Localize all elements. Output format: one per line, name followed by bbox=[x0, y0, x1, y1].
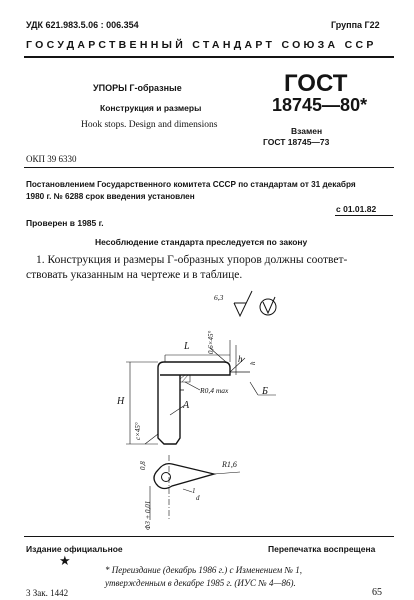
label-dim-d: d bbox=[196, 494, 200, 502]
label-h: h bbox=[238, 354, 243, 364]
label-H: H bbox=[117, 396, 125, 407]
star-icon: ★ bbox=[59, 553, 71, 568]
label-top-chamfer: 0,6×45° bbox=[207, 330, 215, 354]
en-title: Hook stops. Design and dimensions bbox=[81, 120, 218, 130]
label-diameter: Φ3 + 0,01 bbox=[144, 500, 152, 530]
print-code: 3 Зак. 1442 bbox=[26, 588, 69, 598]
clause-line-2: ствовать указанным на чертеже и в таблице. bbox=[26, 269, 243, 281]
decree-line-2: 1980 г. № 6288 срок введения установлен bbox=[26, 192, 195, 201]
hook-shank bbox=[158, 375, 180, 444]
label-dim-1: 1 bbox=[192, 487, 196, 495]
label-tip-radius: R0,4 max bbox=[200, 386, 229, 395]
udk-code: УДК 621.983.5.06 : 006.354 bbox=[26, 20, 139, 30]
decree-line-1: Постановлением Государственного комитета СССР по стандартам от 31 декабря bbox=[26, 180, 356, 189]
cross-section bbox=[154, 464, 214, 489]
replaces-label: Взамен bbox=[291, 126, 323, 136]
page-number: 65 bbox=[372, 587, 382, 598]
ru-title: УПОРЫ Г-образные bbox=[93, 83, 182, 93]
footer-rule bbox=[24, 536, 394, 537]
group-code: Группа Г22 bbox=[331, 20, 380, 30]
label-B: Б bbox=[262, 386, 268, 397]
official-edition: Издание официальное bbox=[26, 544, 123, 554]
replaces-value: ГОСТ 18745—73 bbox=[263, 137, 330, 147]
label-dim-h2: h bbox=[249, 361, 257, 365]
label-A: A bbox=[183, 400, 190, 411]
reprint-prohibited: Перепечатка воспрещена bbox=[268, 544, 376, 554]
hook-arm bbox=[158, 362, 230, 375]
label-r16: R1,6 bbox=[222, 460, 237, 469]
effective-date: с 01.01.82 bbox=[336, 204, 377, 214]
label-bottom-chamfer: c×45° bbox=[134, 422, 142, 440]
label-L: L bbox=[184, 341, 190, 352]
reissue-note-2: утвержденным в декабре 1985 г. (ИУС № 4—86). bbox=[105, 578, 296, 588]
standard-banner: ГОСУДАРСТВЕННЫЙ СТАНДАРТ СОЮЗА ССР bbox=[26, 39, 377, 51]
law-notice: Несоблюдение стандарта преследуется по закону bbox=[95, 237, 308, 247]
checked-year: Проверен в 1985 г. bbox=[26, 218, 104, 228]
gost-label: ГОСТ bbox=[284, 70, 348, 97]
gost-number: 18745—80* bbox=[272, 95, 368, 115]
okp-code: ОКП 39 6330 bbox=[26, 154, 77, 164]
label-dim-08: 0,8 bbox=[139, 461, 147, 470]
label-roughness: 6,3 bbox=[214, 293, 224, 302]
clause-line-1: 1. Конструкция и размеры Г-образных упоров должны соответ- bbox=[36, 254, 348, 266]
reissue-note-1: * Переиздание (декабрь 1986 г.) с Изменением № 1, bbox=[105, 565, 302, 575]
ru-subtitle: Конструкция и размеры bbox=[100, 103, 202, 113]
